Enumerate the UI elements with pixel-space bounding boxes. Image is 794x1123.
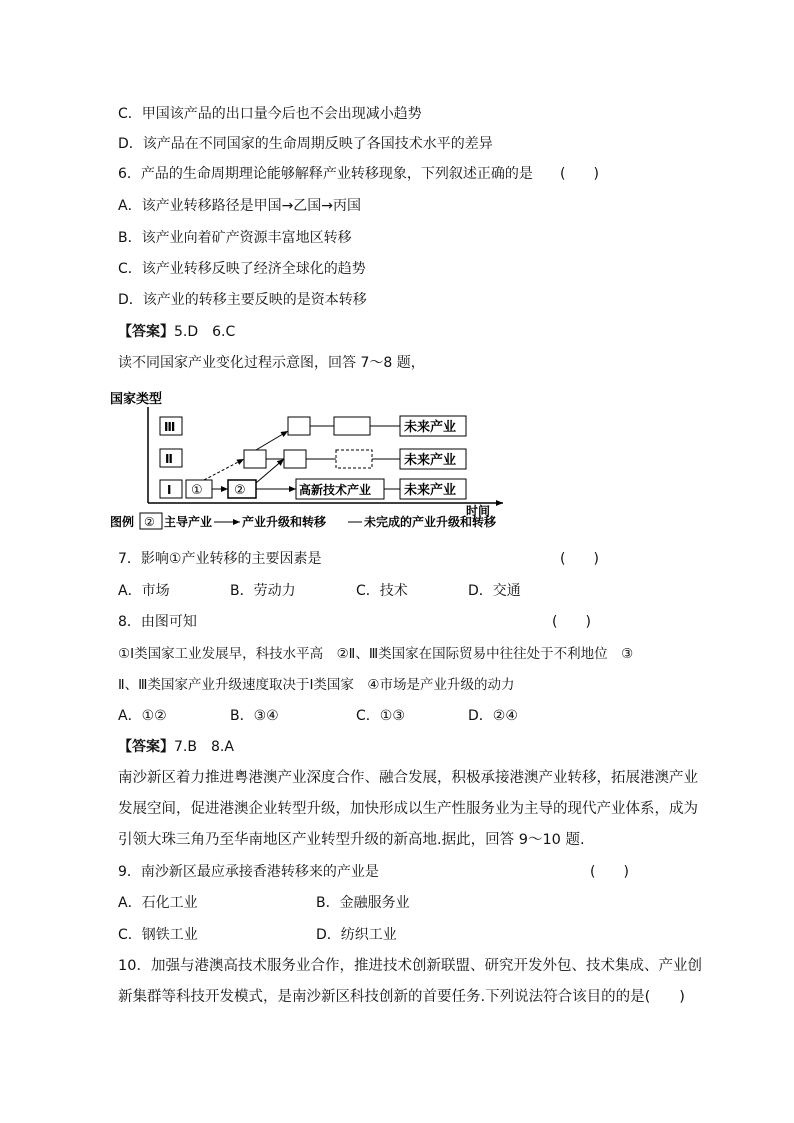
q7-option-b: B．劳动力 [230,583,296,599]
q9-option-a: A．石化工业 [118,895,198,911]
answer-text: 5.D 6.C [174,324,236,340]
industry-transfer-diagram [108,383,518,533]
q7-option-a: A．市场 [118,583,170,599]
q8-statements-line2: Ⅱ、Ⅲ类国家产业升级速度取决于Ⅰ类国家 ④市场是产业升级的动力 [118,677,515,693]
q7-option-c: C．技术 [356,583,408,599]
box-ii-2 [284,450,306,468]
q9-option-d: D．纺织工业 [316,927,397,943]
industry-2-label: ② [234,483,246,498]
q8-option-c: C．①③ [356,708,405,724]
q8-option-b: B．③④ [230,708,279,724]
legend-unfinished: 未完成的产业升级和转移 [364,515,497,529]
q6-option-d: D．该产业的转移主要反映的是资本转移 [118,292,367,308]
q9-option-c: C．钢铁工业 [118,927,198,943]
passage-line-3: 引领大珠三角乃至华南地区产业转型升级的新高地.据此，回答 9～10 题. [118,832,585,848]
answer-tag: 【答案】 [118,324,174,340]
answer-text: 7.B 8.A [174,739,234,755]
q10-stem-line1: 10．加强与港澳高技术服务业合作，推进技术创新联盟、研究开发外包、技术集成、产业创 [118,958,702,974]
box-iii-2 [334,417,370,435]
high-tech-label: 高新技术产业 [299,483,372,497]
legend-title: 图例 [110,515,135,529]
box-ii-1 [244,450,266,468]
q9-stem: 9．南沙新区最应承接香港转移来的产业是 [118,864,379,880]
q5-option-d: D．该产品在不同国家的生命周期反映了各国技术水平的差异 [118,136,493,152]
row-label-ii: Ⅱ [165,452,173,466]
q5-option-c: C．甲国该产品的出口量今后也不会出现减小趋势 [118,106,422,122]
q6-answer-paren: ( ) [560,166,599,182]
q9-option-b: B．金融服务业 [316,895,410,911]
box-ii-3-unfinished [336,450,372,468]
answer-7-8 [118,737,234,757]
future-label-ii: 未来产业 [404,453,457,468]
industry-1-label: ① [191,483,203,498]
answer-5-6 [118,322,235,342]
arrow-ii-to-iii [256,431,288,450]
row-label-i: Ⅰ [167,483,172,497]
q8-option-d: D．②④ [468,708,518,724]
q6-stem: 6．产品的生命周期理论能够解释产业转移现象，下列叙述正确的是 [118,166,533,182]
legend-main-industry: 主导产业 [164,515,213,529]
q6-option-c: C．该产业转移反映了经济全球化的趋势 [118,261,366,277]
q10-stem-line2: 新集群等科技开发模式，是南沙新区科技创新的首要任务.下列说法符合该目的的是( ) [118,989,685,1005]
x-axis-label: 时间 [466,504,491,518]
q8-statements-line1: ①Ⅰ类国家工业发展早，科技水平高 ②Ⅱ、Ⅲ类国家在国际贸易中往往处于不利地位 ③ [118,646,634,662]
q6-option-b: B．该产业向着矿产资源丰富地区转移 [118,230,352,246]
q7-stem: 7．影响①产业转移的主要因素是 [118,551,322,567]
future-label-i: 未来产业 [404,483,457,498]
arrow-1-to-ii [204,459,244,480]
legend-upgrade: 产业升级和转移 [242,515,327,529]
q6-option-a: A．该产业转移路径是甲国→乙国→丙国 [118,198,362,214]
q7-answer-paren: ( ) [560,551,599,567]
passage-line-2: 发展空间，促进港澳企业转型升级，加快形成以生产性服务业为主导的现代产业体系，成为 [118,801,698,817]
row-label-iii: Ⅲ [164,420,176,434]
future-label-iii: 未来产业 [404,420,457,435]
answer-tag: 【答案】 [118,739,174,755]
q9-answer-paren: ( ) [590,864,629,880]
passage-line-1: 南沙新区着力推进粤港澳产业深度合作、融合发展，积极承接港澳产业转移，拓展港澳产业 [118,770,698,786]
intro-7-8: 读不同国家产业变化过程示意图，回答 7～8 题， [118,355,425,371]
legend-marker: ② [144,515,155,529]
y-axis-label: 国家类型 [110,392,163,407]
q8-answer-paren: ( ) [552,614,591,630]
q8-stem: 8．由图可知 [118,614,197,630]
box-iii-1 [288,417,310,435]
q8-option-a: A．①② [118,708,167,724]
q7-option-d: D．交通 [468,583,521,599]
